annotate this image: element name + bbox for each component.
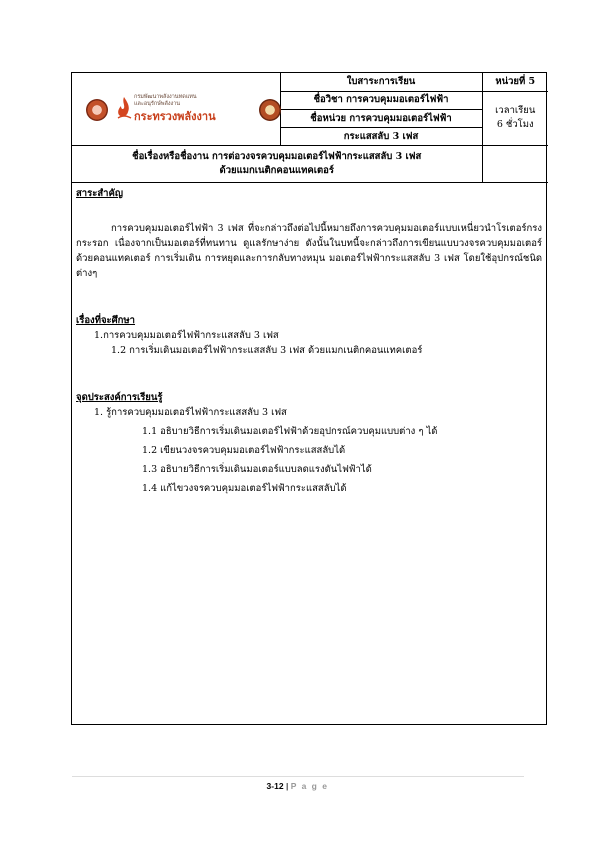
objective-item: 1.2 เขียนวงจรควบคุมมอเตอร์ไฟฟ้ากระแสสลับได้ xyxy=(142,445,346,456)
summary-heading: สาระสำคัญ xyxy=(76,188,123,199)
footer-divider xyxy=(72,776,524,777)
study-item: 1.2 การเริ่มเดินมอเตอร์ไฟฟ้ากระแสสลับ 3 เฟส ด้วยแมกเนติกคอนแทคเตอร์ xyxy=(111,345,423,356)
unit-name-line2: กระแสสลับ 3 เฟส xyxy=(280,128,482,146)
topic-line2: ด้วยแมกเนติกคอนแทคเตอร์ xyxy=(219,165,334,176)
study-item: 1.การควบคุมมอเตอร์ไฟฟ้ากระแสสลับ 3 เฟส xyxy=(94,330,279,341)
time-value: 6 ชั่วโมง xyxy=(496,119,534,131)
objective-item: 1.4 แก้ไขวงจรควบคุมมอเตอร์ไฟฟ้ากระแสสลับได้ xyxy=(142,483,347,494)
study-heading: เรื่องที่จะศึกษา xyxy=(76,315,136,326)
objective-item: 1.1 อธิบายวิธีการเริ่มเดินมอเตอร์ไฟฟ้าด้วยอุปกรณ์ควบคุมแบบต่าง ๆ ได้ xyxy=(142,426,438,437)
ministry-logo xyxy=(72,73,280,145)
worksheet-frame xyxy=(71,72,547,725)
logo-dept-line2: และอนุรักษ์พลังงาน xyxy=(134,101,181,107)
logo-ministry-name: กระทรวงพลังงาน xyxy=(134,110,216,123)
time-cell xyxy=(482,91,548,146)
page-footer xyxy=(0,781,595,791)
flame-icon xyxy=(116,96,132,120)
header-table xyxy=(72,73,548,183)
left-emblem-icon xyxy=(86,99,108,121)
unit-number: หน่วยที่ 5 xyxy=(482,73,548,91)
topic-cell xyxy=(72,146,482,183)
objectives-heading: จุดประสงค์การเรียนรู้ xyxy=(76,392,163,403)
right-emblem-icon xyxy=(259,99,281,121)
time-label: เวลาเรียน xyxy=(495,105,536,117)
subject-name: ชื่อวิชา การควบคุมมอเตอร์ไฟฟ้า xyxy=(280,91,482,110)
summary-paragraph: การควบคุมมอเตอร์ไฟฟ้า 3 เฟส ที่จะกล่าวถึงต่อไปนี้หมายถึงการควบคุมมอเตอร์แบบเหนี่ยวนำโรเตอร์กรงกระรอก เนื่องจากเป็นมอเตอร์ที่ทนทาน ดูแลรักษาง่าย ดังนั้นในบทนี้จะกล่าวถึงการเขียนแบบวงจรควบคุมมอเตอร์ด้วยคอนแทคเตอร์ การเริ่มเดิน การหยุดและการกลับทางหมุน มอเตอร์ไฟฟ้ากระแสสลับ 3 เฟส โดยใช้อุปกรณ์ชนิดต่างๆ xyxy=(76,223,542,279)
objective-main: 1. รู้การควบคุมมอเตอร์ไฟฟ้ากระแสสลับ 3 เฟส xyxy=(94,407,287,418)
logo-cell xyxy=(72,73,280,146)
footer-separator: | xyxy=(285,781,289,791)
objective-item: 1.3 อธิบายวิธีการเริ่มเดินมอเตอร์แบบลดแรงดันไฟฟ้าได้ xyxy=(142,464,372,475)
logo-dept-line1: กรมพัฒนาพลังงานทดแทน xyxy=(134,94,197,100)
topic-line1: ชื่อเรื่องหรือชื่องาน การต่อวงจรควบคุมมอเตอร์ไฟฟ้ากระแสสลับ 3 เฟส xyxy=(132,151,422,162)
page-number: 3-12 xyxy=(266,781,284,791)
unit-name-line1: ชื่อหน่วย การควบคุมมอเตอร์ไฟฟ้า xyxy=(280,110,482,128)
content-area xyxy=(76,186,542,496)
doc-type: ใบสาระการเรียน xyxy=(280,73,482,91)
page-word: P a g e xyxy=(290,781,329,791)
